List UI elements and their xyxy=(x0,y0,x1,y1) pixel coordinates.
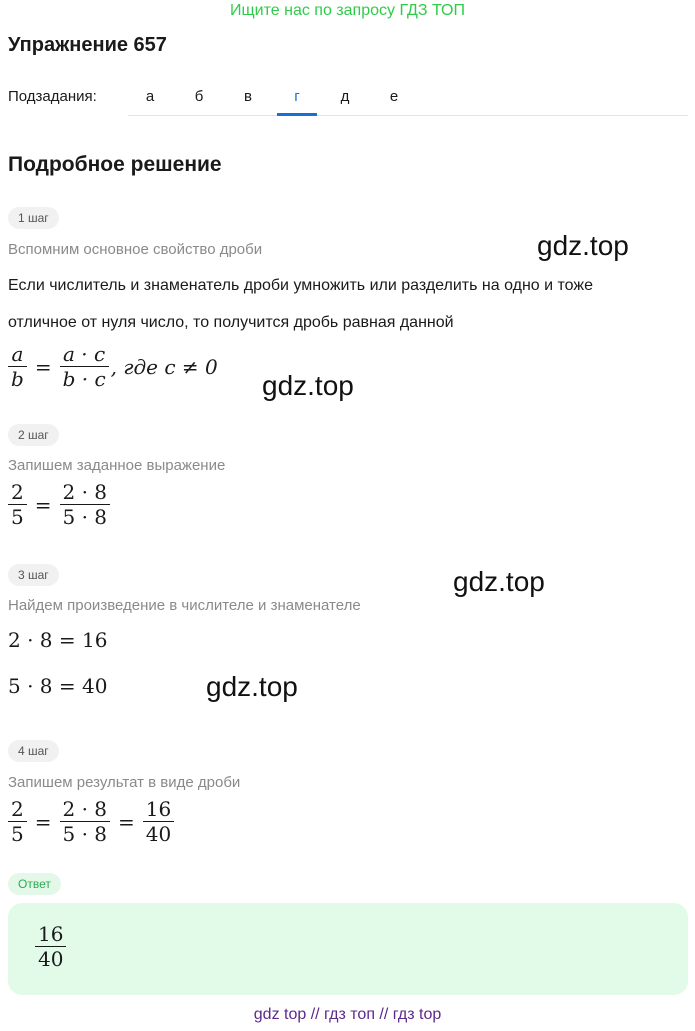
fraction: $\frac{16}{40}$ xyxy=(35,922,66,971)
fraction: $\frac{2}{5}$ xyxy=(8,797,27,846)
top-banner: Ищите нас по запросу ГДЗ ТОП xyxy=(230,2,465,19)
step-badge: 2 шаг xyxy=(8,424,59,446)
subtask-tab-e[interactable]: е xyxy=(389,88,399,105)
watermark: gdz.top xyxy=(453,566,545,597)
subtask-tab-d[interactable]: д xyxy=(340,88,350,105)
footer-links: gdz top // гдз топ // гдз top xyxy=(253,1006,442,1023)
subtask-tab-a[interactable]: а xyxy=(145,88,155,105)
formula: $\frac{a}{b}$ = $\frac{a \cdot c}{b \cdot c}$ , где c ≠ 0 xyxy=(6,342,218,391)
fraction: $\frac{2 \cdot 8}{5 \cdot 8}$ xyxy=(60,797,111,846)
step-hint: Запишем результат в виде дроби xyxy=(8,774,241,791)
page-title: Упражнение 657 xyxy=(8,34,167,56)
fraction: $\frac{2}{5}$ xyxy=(8,480,27,529)
answer-box xyxy=(8,903,688,995)
watermark: gdz.top xyxy=(206,671,298,702)
fraction: $\frac{a}{b}$ xyxy=(8,342,27,391)
formula: $\frac{2}{5}$ = $\frac{2 \cdot 8}{5 \cdot 8}$ = $\frac{16}{40}$ xyxy=(6,797,176,846)
fraction: $\frac{16}{40}$ xyxy=(143,797,174,846)
step-badge: 4 шаг xyxy=(8,740,59,762)
formula-line: 2 · 8 = 16 xyxy=(8,628,108,652)
answer-formula xyxy=(33,922,68,971)
step-hint: Запишем заданное выражение xyxy=(8,457,226,474)
section-title: Подробное решение xyxy=(8,153,222,176)
watermark: gdz.top xyxy=(262,370,354,401)
watermark: gdz.top xyxy=(537,230,629,261)
subtask-tab-b[interactable]: б xyxy=(194,88,204,105)
step-hint: Найдем произведение в числителе и знаменателе xyxy=(8,597,361,614)
answer-badge: Ответ xyxy=(8,873,61,895)
step-badge: 3 шаг xyxy=(8,564,59,586)
subtasks-divider xyxy=(128,115,688,116)
fraction: $\frac{a \cdot c}{b \cdot c}$ xyxy=(60,342,109,391)
step-hint: Вспомним основное свойство дроби xyxy=(8,241,263,258)
subtask-tab-v[interactable]: в xyxy=(244,88,252,105)
step-text: Если числитель и знаменатель дроби умножить или разделить на одно и тоже xyxy=(8,277,593,294)
subtask-tab-g[interactable]: г xyxy=(294,88,300,105)
fraction: $\frac{2 \cdot 8}{5 \cdot 8}$ xyxy=(60,480,111,529)
active-tab-indicator xyxy=(277,113,317,116)
step-text: отличное от нуля число, то получится дробь равная данной xyxy=(8,314,454,331)
formula: $\frac{2}{5}$ = $\frac{2 \cdot 8}{5 \cdot 8}$ xyxy=(6,480,112,529)
subtasks-label: Подзадания: xyxy=(8,88,97,105)
formula-line: 5 · 8 = 40 xyxy=(8,674,108,698)
step-badge: 1 шаг xyxy=(8,207,59,229)
